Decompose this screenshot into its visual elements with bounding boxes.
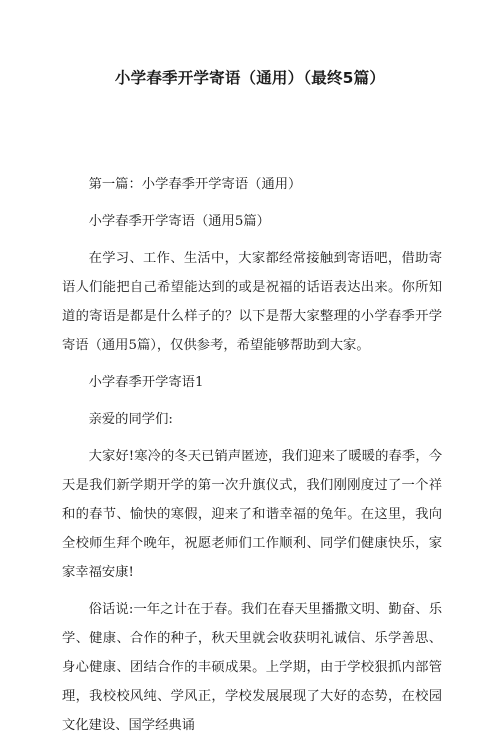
article-subtitle: 小学春季开学寄语（通用5篇） bbox=[88, 214, 270, 229]
section-heading: 第一篇：小学春季开学寄语（通用） bbox=[88, 177, 302, 192]
body-paragraph: 大家好!寒冷的冬天已销声匿迹，我们迎来了暖暖的春季，今天是我们新学期开学的第一次升旗仪式，我们刚刚度过了一个祥和的春节、愉快的寒假，迎来了和谐幸福的兔年。在这里，我向全校师生拜个晚年，祝愿老师们工作顺利、同学们健康快乐，家家幸福安康! bbox=[62, 449, 442, 580]
salutation: 亲爱的同学们: bbox=[88, 412, 173, 427]
document-body bbox=[62, 170, 442, 748]
document-title: 小学春季开学寄语（通用）（最终5篇） bbox=[114, 69, 386, 87]
body-paragraph: 俗话说:一年之计在于春。我们在春天里播撒文明、勤奋、乐学、健康、合作的种子，秋天里就会收获明礼诚信、乐学善思、身心健康、团结合作的丰硕成果。上学期，由于学校狠抓内部管理，我校校风纯、学风正，学校发展展现了大好的态势，在校园文化建设、国学经典诵 bbox=[62, 602, 442, 733]
intro-paragraph: 在学习、工作、生活中，大家都经常接触到寄语吧，借助寄语人们能把自己希望能达到的或是祝福的话语表达出来。你所知道的寄语是都是什么样子的？以下是帮大家整理的小学春季开学寄语（通用5篇），仅供参考，希望能够帮助到大家。 bbox=[62, 251, 442, 353]
message-heading: 小学春季开学寄语1 bbox=[88, 375, 204, 390]
